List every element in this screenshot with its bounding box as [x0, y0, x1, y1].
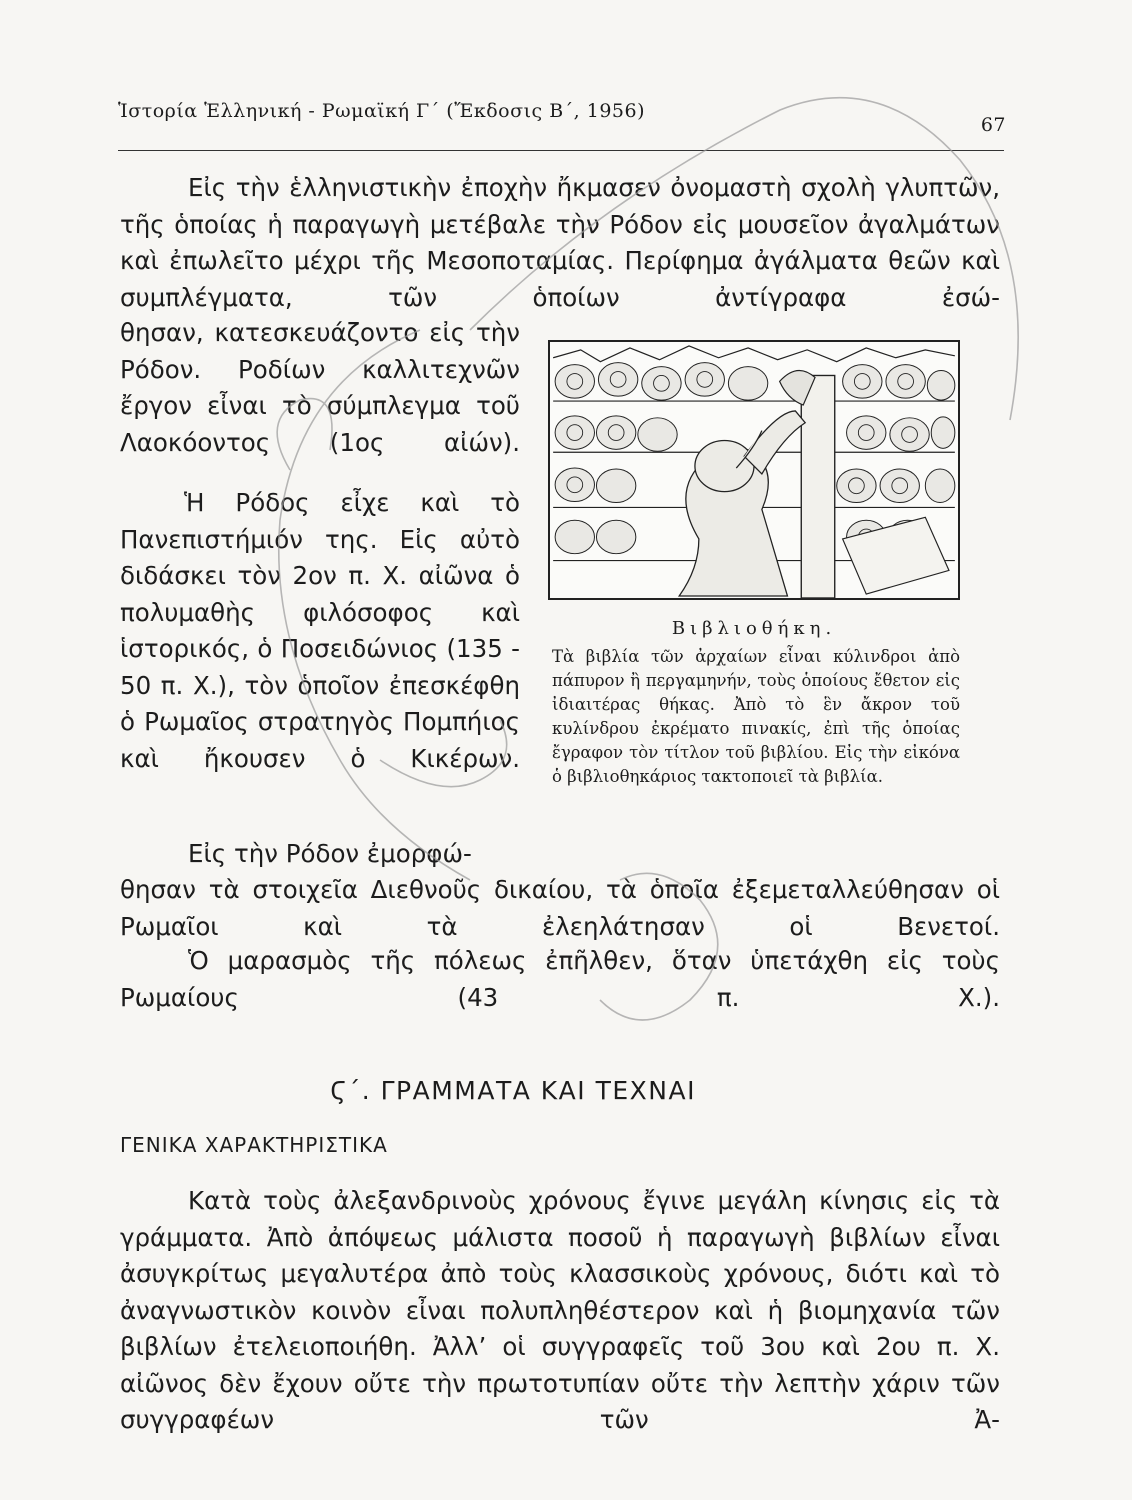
section-heading: Ϛ´. ΓΡΑΜΜΑΤΑ ΚΑΙ ΤΕΧΝΑΙ: [330, 1076, 696, 1105]
page-number: 67: [980, 114, 1006, 136]
library-figure: [548, 340, 960, 789]
paragraph-law-end: θησαν τὰ στοιχεῖα Διεθνοῦς δικαίου, τὰ ὁποῖα ἐξεμεταλλεύθησαν οἱ Ρωμαῖοι καὶ τὰ ἐλεηλάτησαν οἱ Βενετοί.: [120, 875, 1000, 941]
paragraph-sculpture-school: Εἰς τὴν ἑλληνιστικὴν ἐποχὴν ἤκμασεν ὀνομαστὴ σχολὴ γλυπτῶν, τῆς ὁποίας ἡ παραγωγὴ μετέβαλε τὴν Ρόδον εἰς μουσεῖον ἀγαλμάτων καὶ ἐπωλεῖτο μέχρι τῆς Μεσοποταμίας. Περίφημα ἀγάλματα θεῶν καὶ συμπλέγματα, τῶν ὁποίων ἀντίγραφα ἐσώ-: [120, 173, 1000, 312]
section-subheading: ΓΕΝΙΚΑ ΧΑΡΑΚΤΗΡΙΣΤΙΚΑ: [120, 1133, 388, 1157]
paragraph-decline: Ὁ μαρασμὸς τῆς πόλεως ἐπῆλθεν, ὅταν ὑπετάχθη εἰς τοὺς Ρωμαίους (43 π. Χ.).: [120, 946, 1000, 1012]
paragraph-letters: Κατὰ τοὺς ἀλεξανδρινοὺς χρόνους ἔγινε μεγάλη κίνησις εἰς τὰ γράμματα. Ἀπὸ ἀπόψεως μάλιστα ποσοῦ ἡ παραγωγὴ βιβλίων εἶναι ἀσυγκρίτως μεγαλυτέρα ἀπὸ τοὺς κλασσικοὺς χρόνους, διότι καὶ τὸ ἀναγνωστικὸν κοινὸν εἶναι πολυπληθέστερον καὶ ἡ βιομηχανία τῶν βιβλίων ἐτελειοποιήθη. Ἀλλ’ οἱ συγγραφεῖς τοῦ 3ου καὶ 2ου π. Χ. αἰῶνος δὲν ἔχουν οὔτε τὴν πρωτοτυπίαν οὔτε τὴν λεπτὴν χάριν τῶν συγγραφέων τῶν Ἀ-: [120, 1186, 1000, 1434]
figure-title: Βιβλιοθήκη.: [671, 618, 837, 639]
paragraph-law-start: Εἰς τὴν Ρόδον ἐμορφώ-: [188, 839, 472, 868]
running-header: [118, 100, 1006, 136]
paragraph-laocoon: θησαν, κατεσκευάζοντο εἰς τὴν Ρόδον. Ροδίων καλλιτεχνῶν ἔργον εἶναι τὸ σύμπλεγμα τοῦ Λαοκόοντος (1ος αἰών).: [120, 318, 520, 457]
paragraph-university: Ἡ Ρόδος εἶχε καὶ τὸ Πανεπιστήμιόν της. Εἰς αὐτὸ διδάσκει τὸν 2ον π. Χ. αἰῶνα ὁ πολυμαθὴς φιλόσοφος καὶ ἱστορικός, ὁ Ποσειδώνιος (135 - 50 π. Χ.), τὸν ὁποῖον ἐπεσκέφθη ὁ Ρωμαῖος στρατηγὸς Πομπήιος καὶ ἤκουσεν ὁ Κικέρων.: [120, 488, 520, 773]
figure-caption: Τὰ βιβλία τῶν ἀρχαίων εἶναι κύλινδροι ἀπὸ πάπυρον ἢ περγαμηνήν, τοὺς ὁποίους ἔθετον εἰς ἰδιαιτέρας θήκας. Ἀπὸ τὸ ἓν ἄκρον τοῦ κυλίνδρου ἐκρέματο πινακίς, ἐπὶ τῆς ὁποίας ἔγραφον τὸν τίτλον τοῦ βιβλίου. Εἰς τὴν εἰκόνα ὁ βιβλιοθηκάριος τακτοποιεῖ τὰ βιβλία.: [552, 647, 960, 786]
running-title: Ἱστορία Ἑλληνική - Ρωμαϊκή Γ´ (Ἔκδοσις Β´, 1956): [118, 100, 646, 122]
library-illustration: [548, 340, 960, 600]
header-rule: [118, 150, 1004, 151]
